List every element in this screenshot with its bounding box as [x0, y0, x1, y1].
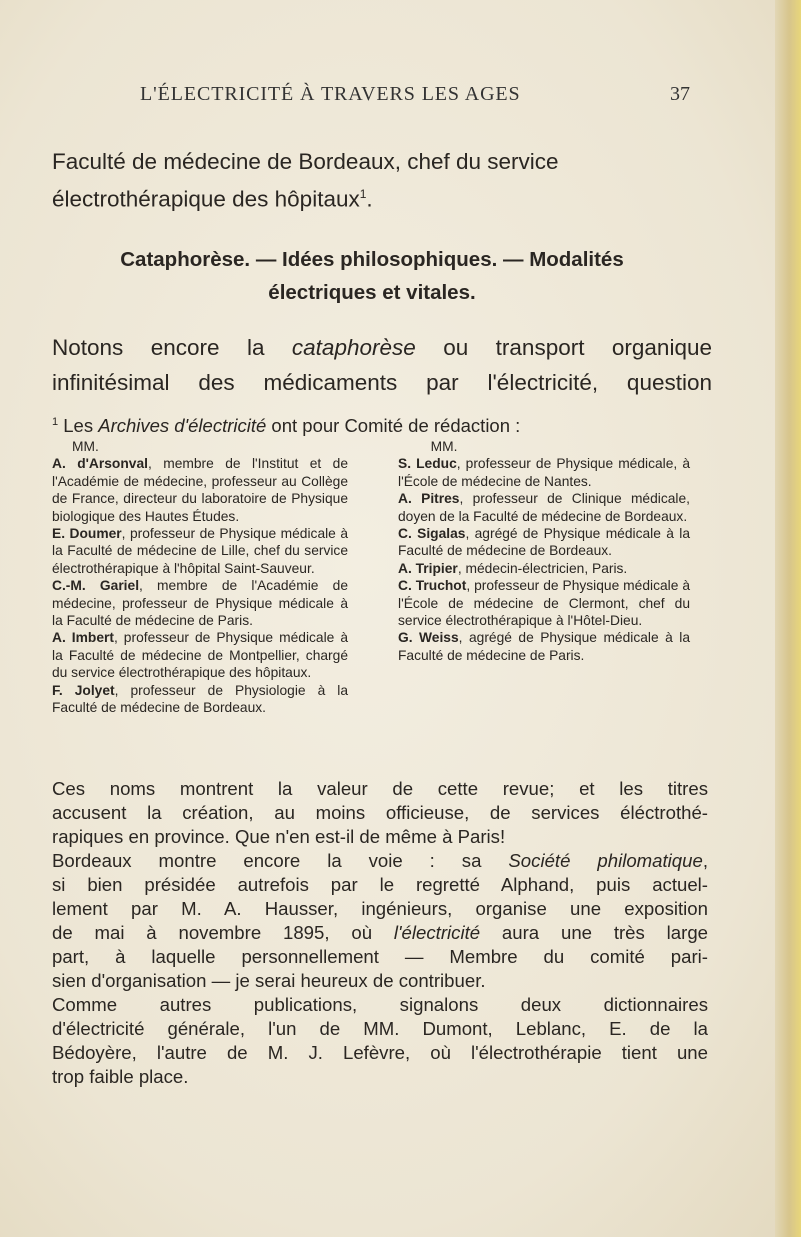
body-line: Ces noms montrent la valeur de cette revue; et les titres — [52, 778, 708, 799]
footnote-text: Les — [58, 415, 99, 437]
body-text: aura une très large — [480, 922, 708, 943]
footnote-reference: 1 — [359, 187, 367, 201]
heading-line: électriques et vitales. — [268, 281, 476, 304]
member-name: C.-M. Gariel — [52, 578, 140, 594]
page-number: 37 — [670, 83, 690, 105]
member-description: , médecin-électricien, Paris. — [457, 560, 628, 576]
committee-left-column — [52, 438, 348, 717]
member-description: , professeur de Physique médicale, à l'École de médecine de Nantes. — [398, 456, 690, 489]
body-text: de mai à novembre 1895, où — [52, 922, 394, 943]
committee-member — [398, 560, 690, 577]
body-line: trop faible place. — [52, 1066, 189, 1087]
notons-text: ou transport organique — [415, 335, 712, 360]
member-name: A. Pitres — [398, 491, 460, 507]
body-line: rapiques en province. Que n'en est-il de même à Paris! — [52, 826, 506, 847]
notons-paragraph — [52, 330, 712, 400]
notons-emphasis: cataphorèse — [291, 335, 416, 360]
body-paragraphs — [52, 777, 708, 1089]
footnote-journal-title: Archives d'électricité — [98, 415, 267, 437]
body-text: Bordeaux montre encore la voie : sa — [52, 850, 509, 871]
member-name: A. Imbert — [52, 630, 114, 646]
member-name: A. d'Arsonval — [52, 456, 148, 472]
member-description: , membre de l'Académie de médecine, professeur de Physique médicale à la Faculté de médecine de Paris. — [52, 578, 348, 629]
body-emphasis: Société philomatique — [508, 850, 703, 871]
body-line: part, à laquelle personnellement — Membre du comité pari- — [52, 946, 708, 967]
member-description: , agrégé de Physique médicale à la Faculté de médecine de Bordeaux. — [398, 526, 690, 559]
notons-text: Notons encore la — [52, 335, 292, 360]
running-header — [52, 83, 742, 113]
member-name: E. Doumer — [52, 526, 122, 542]
notons-line: infinitésimal des médicaments par l'électricité, question — [52, 370, 712, 395]
body-line: d'électricité générale, l'un de MM. Dumont, Leblanc, E. de la — [52, 1018, 708, 1039]
member-description: , professeur de Physique médicale à l'École de médecine de Clermont, chef du service électrothérapique à l'Hôtel-Dieu. — [398, 578, 690, 629]
member-description: , professeur de Physiologie à la Faculté de médecine de Bordeaux. — [52, 682, 348, 716]
body-line: Bédoyère, l'autre de M. J. Lefèvre, où l'électrothérapie tient une — [52, 1042, 708, 1063]
committee-member — [52, 682, 348, 717]
member-name: S. Leduc — [398, 456, 457, 472]
committee-list — [398, 455, 690, 664]
body-line: lement par M. A. Hausser, ingénieurs, organise une exposition — [52, 898, 708, 919]
member-description: , professeur de Clinique médicale, doyen de la Faculté de médecine de Bordeaux. — [398, 491, 690, 524]
page-edge — [775, 0, 801, 1237]
mm-label: MM. — [72, 439, 99, 454]
intro-line: Faculté de médecine de Bordeaux, chef du service — [52, 149, 559, 174]
member-description: , professeur de Physique médicale à la Faculté de médecine de Lille, chef du service électrothérapique à l'hôpital Saint-Sauveur. — [52, 526, 348, 576]
body-line: accusent la création, au moins officieuse, de services éléctrothé- — [52, 802, 708, 823]
member-description: , agrégé de Physique médicale à la Faculté de médecine de Paris. — [398, 630, 690, 663]
member-name: A. Tripier — [398, 560, 458, 576]
body-line: Comme autres publications, signalons deux dictionnaires — [52, 994, 708, 1015]
committee-member — [52, 455, 348, 525]
committee-member — [398, 455, 690, 490]
intro-line-text: électrothérapique des hôpitaux — [52, 186, 360, 212]
heading-line: Cataphorèse. — Idées philosophiques. — Modalités — [120, 248, 624, 271]
footnote-mark: 1 — [52, 416, 59, 428]
intro-paragraph — [52, 146, 692, 216]
committee-member — [398, 525, 690, 560]
body-line: sien d'organisation — je serai heureux de contribuer. — [52, 970, 486, 991]
intro-line — [52, 178, 692, 216]
member-description: , membre de l'Institut et de l'Académie de médecine, professeur au Collège de France, directeur du laboratoire de Physique biologique des Hautes Études. — [52, 456, 348, 524]
member-name: F. Jolyet — [52, 682, 115, 698]
committee-member — [398, 629, 690, 664]
member-name: C. Sigalas — [398, 526, 466, 542]
notons-line — [52, 330, 712, 365]
body-line — [52, 921, 708, 945]
running-title: L'ÉLECTRICITÉ À TRAVERS LES AGES — [140, 83, 521, 105]
committee-member — [52, 629, 348, 681]
committee-member — [52, 525, 348, 577]
member-name: G. Weiss — [398, 630, 459, 646]
body-text: , — [702, 850, 708, 871]
footnote-intro — [52, 410, 702, 438]
intro-line-end: . — [366, 186, 373, 212]
section-heading — [52, 243, 692, 309]
member-name: C. Truchot — [398, 578, 467, 594]
footnote-text: ont pour Comité de rédaction : — [266, 415, 521, 437]
body-line: si bien présidée autrefois par le regretté Alphand, puis actuel- — [52, 874, 708, 895]
body-emphasis: l'électricité — [393, 922, 481, 943]
committee-member — [398, 577, 690, 629]
member-description: , professeur de Physique médicale à la Faculté de médecine de Montpellier, chargé du service électrothérapique des hôpitaux. — [52, 630, 348, 681]
committee-member — [398, 490, 690, 525]
committee-right-column — [398, 438, 690, 664]
committee-list — [52, 455, 348, 716]
body-line — [52, 849, 708, 873]
committee-member — [52, 577, 348, 629]
mm-label: MM. — [430, 439, 458, 454]
